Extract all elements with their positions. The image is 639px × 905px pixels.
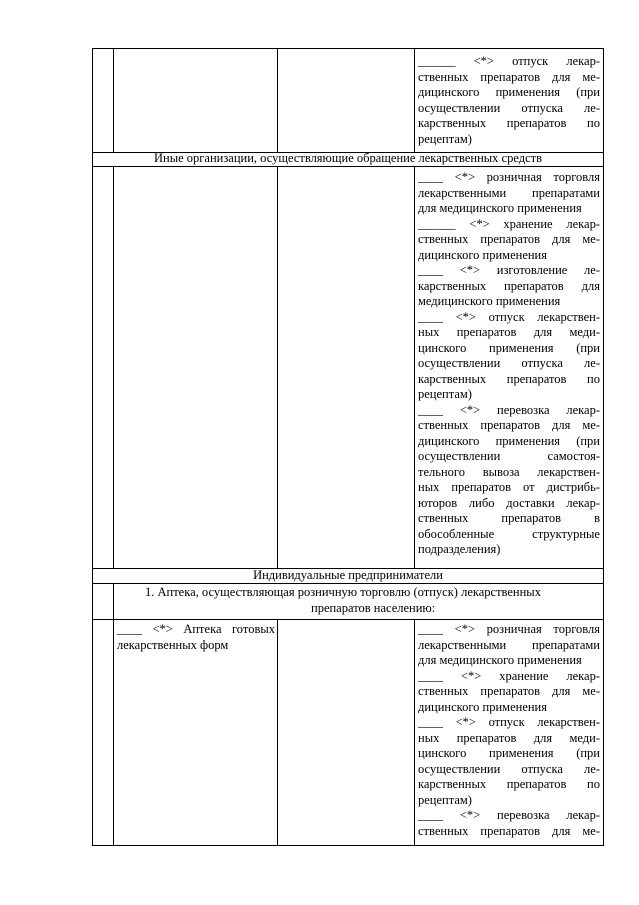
text-line: ственных препаратов для ме-	[418, 684, 600, 698]
text-line: ных препаратов для меди-	[418, 325, 600, 339]
text-line: обособленные структурные	[418, 526, 600, 541]
organization-type-cell	[117, 622, 275, 653]
activity-item	[418, 310, 600, 403]
license-table	[92, 48, 604, 846]
text-line: для медицинского применения	[418, 201, 582, 215]
text-line: ственных препаратов для ме-	[418, 823, 600, 838]
text-line: ____ <*> розничная торговля	[418, 170, 600, 184]
text-line: лекарственными препаратами	[418, 637, 600, 652]
col-divider-2	[277, 48, 278, 152]
activity-item	[418, 715, 600, 808]
row-divider	[92, 48, 604, 49]
subsection-heading-pharmacy	[122, 585, 562, 616]
table-left-border	[92, 48, 93, 846]
text-line: ных препаратов для меди-	[418, 730, 600, 745]
col-divider-1	[113, 48, 114, 152]
text-line: ____ <*> изготовление ле-	[418, 263, 600, 277]
text-line: рецептам)	[418, 131, 472, 146]
text-line: лекарственных форм	[117, 637, 229, 652]
text-line: карственных препаратов для	[418, 278, 600, 293]
text-line: подразделения)	[418, 542, 501, 556]
text-line: юторов либо доставки лекар-	[418, 495, 600, 510]
text-line: ______ <*> отпуск лекар-	[418, 54, 600, 68]
text-line: ственных препаратов для ме-	[418, 232, 600, 246]
text-line: ственных препаратов в	[418, 511, 600, 525]
col-divider-1	[113, 166, 114, 568]
text-line: карственных препаратов по	[418, 777, 600, 791]
text-line: цинского применения (при	[418, 340, 600, 355]
text-line: ____ <*> перевозка лекар-	[418, 808, 600, 822]
text-line: тельного вывоза лекарствен-	[418, 464, 600, 479]
text-line: дицинского применения (при	[418, 85, 600, 99]
activity-item	[418, 170, 600, 217]
text-line: препаратов населению:	[311, 600, 436, 615]
text-line: ____ <*> перевозка лекар-	[418, 402, 600, 417]
text-line: осуществлении отпуска ле-	[418, 761, 600, 776]
activity-item	[418, 54, 600, 147]
text-line: дицинского применения	[418, 699, 547, 714]
col-divider-1	[113, 583, 114, 619]
row-divider	[92, 619, 604, 620]
text-line: ____ <*> розничная торговля	[418, 622, 600, 636]
text-line: карственных препаратов по	[418, 371, 600, 386]
text-line: дицинского применения (при	[418, 433, 600, 448]
text-line: ______ <*> хранение лекар-	[418, 216, 600, 231]
text-line: ственных препаратов для ме-	[418, 69, 600, 84]
activity-list	[418, 170, 600, 558]
text-line: 1. Аптека, осуществляющая розничную торговлю (отпуск) лекарственных	[145, 585, 541, 599]
text-line: ственных препаратов для ме-	[418, 418, 600, 432]
section-heading-other-organizations: Иные организации, осуществляющие обращение лекарственных средств	[154, 151, 542, 165]
col-divider-2	[277, 619, 278, 846]
activity-list	[418, 54, 600, 147]
text-line: осуществлении самостоя-	[418, 449, 600, 463]
col-divider-1	[113, 619, 114, 846]
activity-list	[418, 622, 600, 839]
col-divider-3	[414, 48, 415, 152]
text-line: рецептам)	[418, 387, 472, 401]
text-line: медицинского применения	[418, 294, 561, 308]
text-line: дицинского применения	[418, 247, 547, 262]
section-heading-individual-entrepreneurs: Индивидуальные предприниматели	[253, 568, 443, 582]
row-divider	[92, 845, 604, 846]
text-line: ных препаратов от дистрибь-	[418, 480, 600, 494]
text-line: осуществлении отпуска ле-	[418, 100, 600, 115]
activity-item	[418, 808, 600, 839]
activity-item	[418, 622, 600, 669]
text-line: ____ <*> отпуск лекарствен-	[418, 715, 600, 729]
activity-item	[418, 217, 600, 264]
col-divider-3	[414, 619, 415, 846]
text-line: карственных препаратов по	[418, 116, 600, 130]
text-line: для медицинского применения	[418, 653, 582, 667]
text-line: ____ <*> хранение лекар-	[418, 668, 600, 683]
table-right-border	[603, 48, 604, 846]
activity-item	[418, 669, 600, 716]
col-divider-2	[277, 166, 278, 568]
text-line: ____ <*> Аптека готовых	[117, 622, 275, 636]
activity-item	[418, 403, 600, 558]
text-line: ____ <*> отпуск лекарствен-	[418, 309, 600, 324]
text-line: лекарственными препаратами	[418, 185, 600, 200]
text-line: осуществлении отпуска ле-	[418, 356, 600, 370]
text-line: цинского применения (при	[418, 746, 600, 760]
col-divider-3	[414, 166, 415, 568]
activity-item	[418, 263, 600, 310]
text-line: рецептам)	[418, 792, 472, 807]
